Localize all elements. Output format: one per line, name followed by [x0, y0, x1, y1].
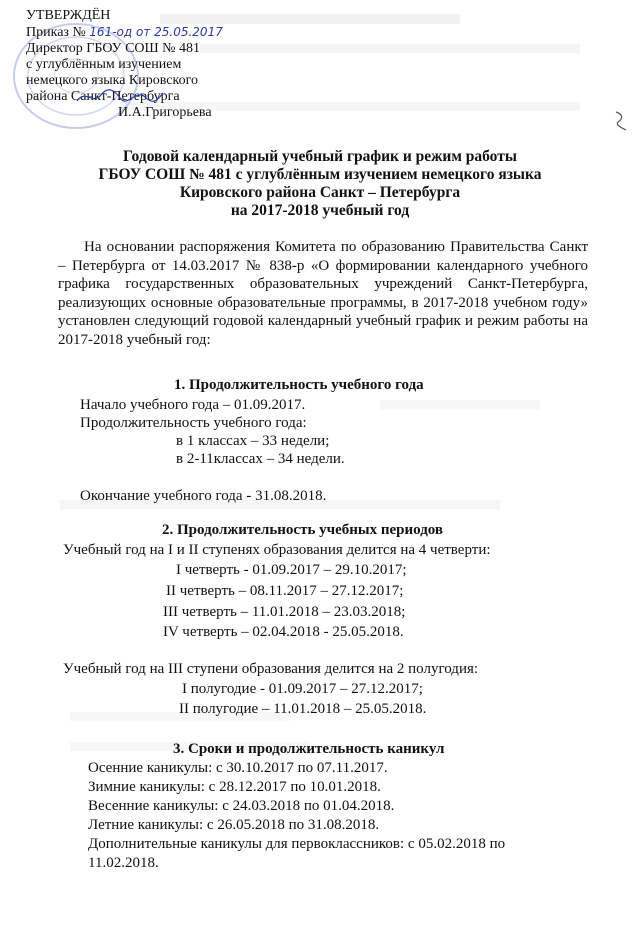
approval-line-3: с углублённым изучением: [26, 57, 182, 72]
half-year-2: II полугодие – 11.01.2018 – 25.05.2018.: [179, 701, 427, 717]
quarter-3: III четверть – 11.01.2018 – 23.03.2018;: [163, 604, 406, 620]
spring-holidays: Весенние каникулы: с 24.03.2018 по 01.04.2018.: [88, 798, 395, 814]
duration-grade-1: в 1 классах – 33 недели;: [176, 433, 330, 449]
autumn-holidays: Осенние каникулы: с 30.10.2017 по 07.11.2017.: [88, 760, 388, 776]
quarter-1: I четверть - 01.09.2017 – 29.10.2017;: [176, 562, 407, 578]
halves-intro: Учебный год на III ступени образования делится на 2 полугодия:: [63, 661, 479, 677]
title-line-2: ГБОУ СОШ № 481 с углублённым изучением немецкого языка: [98, 166, 542, 183]
handwritten-signature: [75, 87, 165, 107]
order-line: [26, 24, 223, 41]
approval-heading: УТВЕРЖДЁН: [26, 8, 111, 23]
extra-holidays-line-2: 11.02.2018.: [88, 855, 159, 871]
quarter-4: IV четверть – 02.04.2018 - 25.05.2018.: [163, 624, 404, 640]
approval-line-5: района Санкт-Петербурга: [26, 89, 180, 104]
winter-holidays: Зимние каникулы: с 28.12.2017 по 10.01.2018.: [88, 779, 381, 795]
summer-holidays: Летние каникулы: с 26.05.2018 по 31.08.2018.: [88, 817, 380, 833]
margin-pen-mark: [612, 108, 630, 134]
quarter-2: II четверть – 08.11.2017 – 27.12.2017;: [166, 583, 404, 599]
title-line-3: Кировского района Санкт – Петербурга: [179, 184, 461, 201]
section-1-heading: 1. Продолжительность учебного года: [174, 377, 424, 393]
title-line-4: на 2017-2018 учебный год: [230, 202, 410, 219]
school-year-duration-label: Продолжительность учебного года:: [80, 415, 307, 431]
quarters-intro: Учебный год на I и II ступенях образования делится на 4 четверти:: [63, 542, 491, 558]
school-year-start: Начало учебного года – 01.09.2017.: [80, 397, 306, 413]
order-prefix: Приказ №: [26, 25, 86, 40]
title-line-1: Годовой календарный учебный график и режим работы: [123, 148, 517, 165]
director-name: И.А.Григорьева: [118, 105, 212, 120]
order-number-handwritten: 161-од от 25.05.2017: [89, 25, 223, 39]
section-2-heading: 2. Продолжительность учебных периодов: [162, 522, 444, 538]
half-year-1: I полугодие - 01.09.2017 – 27.12.2017;: [182, 681, 423, 697]
extra-holidays-line-1: Дополнительные каникулы для первоклассников: с 05.02.2018 по: [88, 836, 506, 852]
director-line: Директор ГБОУ СОШ № 481: [26, 41, 201, 56]
approval-line-4: немецкого языка Кировского: [26, 73, 198, 88]
document-title: [40, 148, 600, 220]
duration-grades-2-11: в 2-11классах – 34 недели.: [176, 451, 345, 467]
school-year-end: Окончание учебного года - 31.08.2018.: [80, 488, 327, 504]
section-3-heading: 3. Сроки и продолжительность каникул: [173, 741, 445, 757]
intro-paragraph: На основании распоряжения Комитета по образованию Правительства Санкт – Петербурга от 14.03.2017 № 838-р «О формировании календарного учебного графика государственных образовательных учреждений Санкт-Петербурга, реализующих основные образовательные программы, в 2017-2018 учебном году» установлен следующий годовой календарный учебный график и режим работы на 2017-2018 учебный год:: [58, 239, 588, 348]
